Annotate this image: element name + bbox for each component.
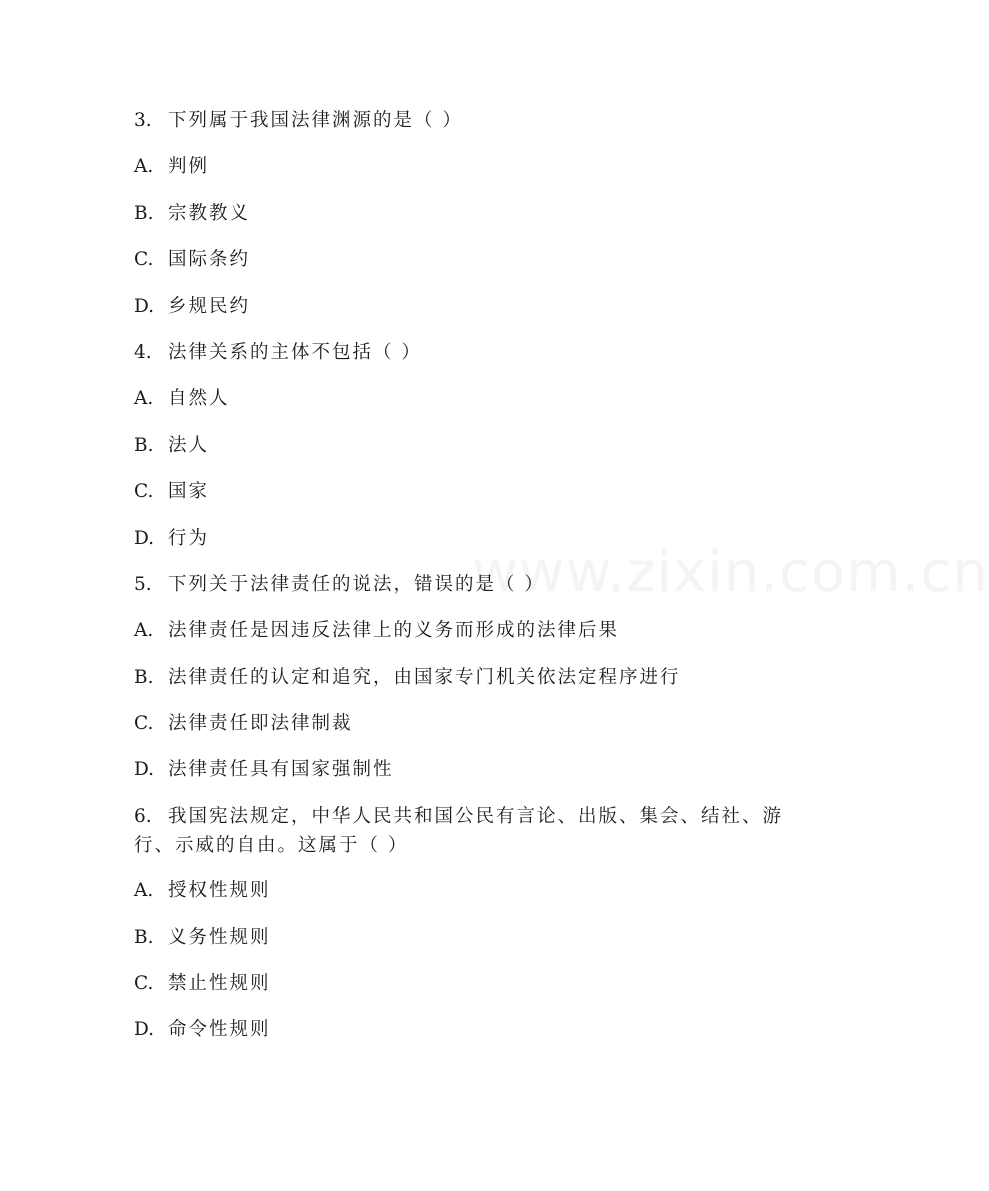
watermark: www.zixin.com.cn — [472, 540, 989, 605]
question-number: 3. — [134, 110, 152, 131]
option-text: 法律责任具有国家强制性 — [168, 759, 394, 781]
option-label: D. — [134, 759, 155, 781]
option-text: 命令性规则 — [168, 1019, 271, 1041]
option-row — [134, 245, 794, 275]
option-row — [134, 524, 794, 554]
question-text: 下列属于我国法律渊源的是（ ） — [168, 110, 463, 131]
question-number: 5. — [134, 573, 152, 595]
option-text: 国家 — [168, 481, 210, 503]
question-number: 6. — [134, 805, 152, 827]
question-text: 我国宪法规定，中华人民共和国公民有言论、出版、集会、结社、游行、示威的自由。这属于（ ） — [134, 805, 784, 856]
option-text: 判例 — [168, 156, 210, 178]
question-stem — [134, 338, 794, 368]
option-row — [134, 384, 794, 414]
option-row — [134, 152, 794, 182]
option-label: C. — [134, 481, 154, 503]
option-text: 法律责任是因违反法律上的义务而形成的法律后果 — [168, 620, 620, 642]
option-label: B. — [134, 202, 154, 224]
option-row — [134, 969, 794, 999]
option-row — [134, 663, 794, 693]
option-text: 法律责任即法律制裁 — [168, 713, 353, 735]
option-label: A. — [134, 388, 154, 410]
option-row — [134, 477, 794, 507]
option-label: D. — [134, 527, 155, 549]
option-text: 义务性规则 — [168, 926, 271, 948]
option-row — [134, 876, 794, 906]
option-row — [134, 616, 794, 646]
option-label: B. — [134, 434, 154, 456]
option-row — [134, 199, 794, 229]
option-text: 法人 — [168, 434, 210, 456]
question-stem — [134, 570, 794, 600]
question-number: 4. — [134, 341, 152, 363]
question-stem — [134, 802, 794, 860]
option-text: 法律责任的认定和追究，由国家专门机关依法定程序进行 — [168, 666, 681, 688]
option-label: A. — [134, 620, 154, 642]
option-text: 授权性规则 — [168, 880, 271, 902]
option-label: A. — [134, 156, 154, 178]
option-row — [134, 709, 794, 739]
option-text: 宗教教义 — [168, 202, 251, 224]
question-stem — [134, 106, 794, 136]
option-label: D. — [134, 1019, 155, 1041]
option-row — [134, 755, 794, 785]
option-row — [134, 923, 794, 953]
option-text: 行为 — [168, 527, 210, 549]
option-label: B. — [134, 666, 154, 688]
option-text: 禁止性规则 — [168, 973, 271, 995]
option-row — [134, 292, 794, 322]
option-label: C. — [134, 249, 154, 271]
question-text: 法律关系的主体不包括（ ） — [168, 341, 422, 363]
question-list — [134, 106, 794, 1062]
option-text: 自然人 — [168, 388, 230, 410]
option-label: D. — [134, 295, 155, 317]
option-row — [134, 431, 794, 461]
question-text: 下列关于法律责任的说法，错误的是（ ） — [168, 573, 545, 595]
option-label: A. — [134, 880, 154, 902]
option-label: C. — [134, 973, 154, 995]
option-text: 乡规民约 — [168, 295, 251, 317]
option-label: C. — [134, 713, 154, 735]
option-row — [134, 1015, 794, 1045]
option-text: 国际条约 — [168, 249, 251, 271]
option-label: B. — [134, 926, 154, 948]
